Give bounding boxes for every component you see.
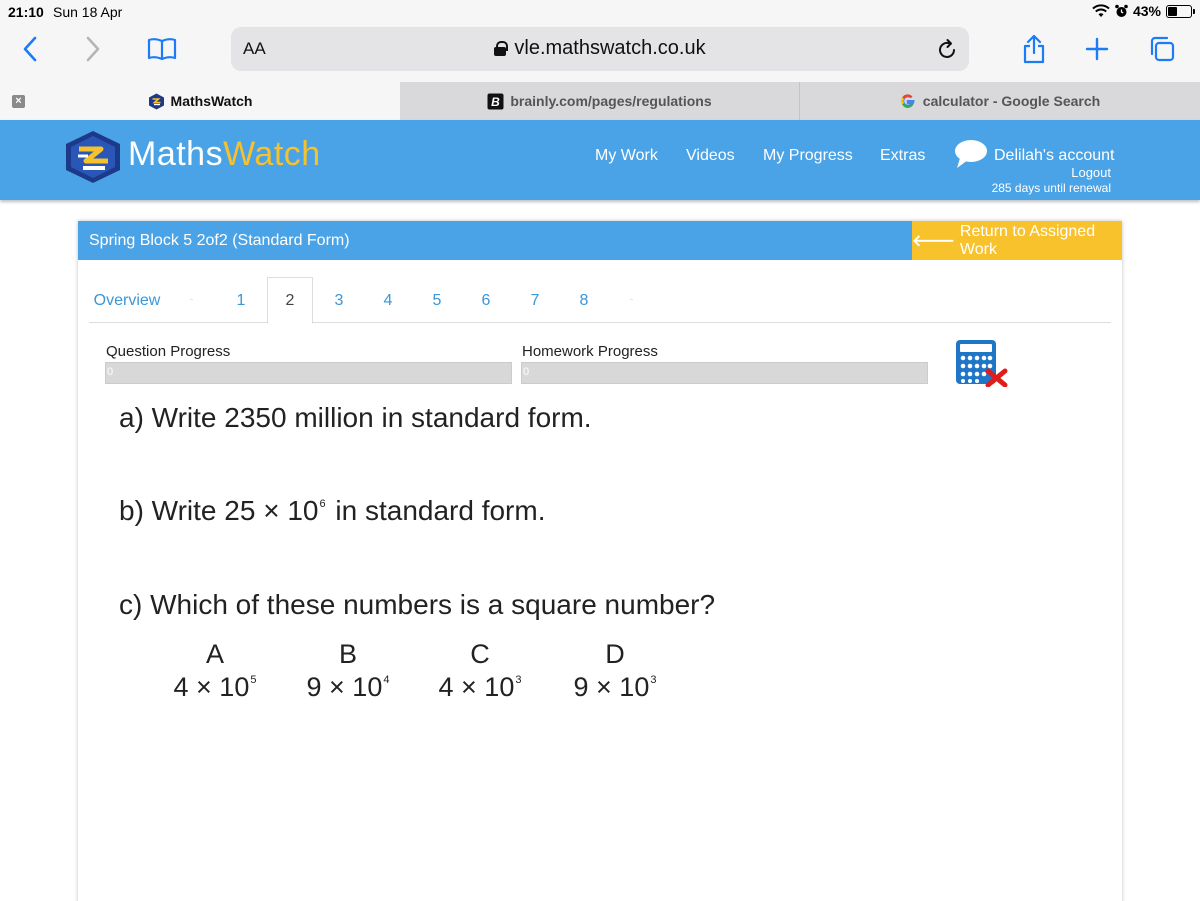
nav-my-work[interactable]: My Work [595,147,658,164]
status-indicators [1092,3,1192,19]
account-link[interactable]: Delilah's account [994,147,1115,164]
book-icon [147,37,177,61]
logo-text-maths: Maths [128,135,224,173]
nav-extras[interactable]: Extras [880,147,926,164]
homework-panel [78,221,1122,901]
brainly-favicon-icon [487,93,504,110]
status-date: Sun 18 Apr [53,4,123,20]
share-icon [1022,34,1046,64]
tab-question-1[interactable]: 1 [236,291,246,309]
tab-title: calculator - Google Search [922,93,1101,109]
logo-text[interactable] [128,135,321,174]
option-letter: D [605,639,625,669]
question-b-suffix: in standard form. [335,495,546,526]
text-size-button[interactable]: AA [243,39,266,58]
option-letter: A [205,639,224,669]
tabs-icon [1148,35,1176,63]
tab-question-8[interactable]: 8 [579,291,589,309]
return-label: Return to Assigned Work [959,222,1096,258]
forward-button[interactable] [73,31,113,67]
question-b-exponent: 6 [319,498,326,510]
tab-google[interactable] [800,82,1200,120]
tab-question-2[interactable]: 2 [267,277,313,324]
nav-my-progress[interactable]: My Progress [763,147,853,164]
option-base: 9 × 10 [306,672,383,702]
battery-icon [1166,5,1192,18]
svg-text:B: B [491,94,501,109]
option-expression [150,672,280,703]
tab-overview[interactable]: Overview [93,291,161,309]
question-a: a) Write 2350 million in standard form. [119,402,592,433]
option-b [283,639,413,703]
browser-toolbar [0,24,1200,82]
alarm-icon [1115,4,1128,18]
tab-brainly[interactable] [400,82,799,120]
tab-question-5[interactable]: 5 [432,291,442,309]
tab-question-3[interactable]: 3 [334,291,344,309]
option-expression [283,672,413,703]
question-progress-label: Question Progress [106,343,231,360]
homework-progress-label: Homework Progress [522,343,658,360]
option-expression [550,672,680,703]
chevron-left-icon [22,36,38,62]
option-a [150,639,280,703]
tab-separator [190,299,193,300]
option-c [415,639,545,703]
question-progress-bar [105,362,512,384]
reload-icon[interactable] [935,37,959,61]
panel-header [78,221,1122,260]
question-tabs [89,277,1111,323]
nav-videos[interactable]: Videos [686,147,735,164]
tab-mathswatch[interactable] [0,82,400,120]
option-d [550,639,680,703]
option-base: 4 × 10 [173,672,250,702]
logo-text-watch: Watch [223,135,321,173]
browser-tab-bar [0,82,1200,120]
option-expression [415,672,545,703]
tabs-overview-button[interactable] [1142,31,1182,67]
battery-percent: 43% [1132,3,1161,19]
question-progress-value: 0 [107,366,114,378]
option-exponent: 3 [650,674,657,686]
google-favicon-icon [900,93,917,110]
question-c: c) Which of these numbers is a square number? [119,589,716,620]
option-base: 9 × 10 [573,672,650,702]
return-to-assigned-work-button[interactable] [912,221,1122,260]
homework-progress-bar [521,362,928,384]
status-time: 21:10 [8,4,44,20]
back-button[interactable] [10,31,50,67]
mathswatch-logo-icon[interactable] [64,130,122,184]
tab-question-7[interactable]: 7 [530,291,540,309]
option-letter: C [470,639,490,669]
tab-title: MathsWatch [170,93,253,109]
question-b [119,495,546,527]
lock-icon [494,41,506,55]
bookmarks-button[interactable] [142,31,182,67]
close-tab-icon[interactable]: × [12,95,25,108]
chat-bubble-icon[interactable] [954,139,988,169]
arrow-left-icon: 🡐 [912,233,955,250]
option-exponent: 5 [250,674,257,686]
url-display[interactable] [231,37,969,60]
tab-question-4[interactable]: 4 [383,291,393,309]
logout-link[interactable]: Logout [1071,165,1111,180]
page-title: Spring Block 5 2of2 (Standard Form) [89,232,350,249]
question-b-prefix: b) Write 25 × 10 [119,495,319,526]
tab-title: brainly.com/pages/regulations [510,93,712,109]
mathswatch-favicon-icon [148,93,165,110]
tab-separator [630,299,633,300]
calculator-not-allowed-icon [955,339,1009,387]
homework-progress-value: 0 [523,366,530,378]
status-bar [0,0,1200,24]
plus-icon [1085,37,1109,61]
option-exponent: 3 [515,674,522,686]
chevron-right-icon [85,36,101,62]
tab-question-6[interactable]: 6 [481,291,491,309]
wifi-icon [1092,4,1110,18]
url-text: vle.mathswatch.co.uk [514,37,706,59]
address-bar[interactable] [231,27,969,71]
option-exponent: 4 [383,674,390,686]
option-letter: B [338,639,357,669]
site-header [0,120,1200,200]
option-base: 4 × 10 [438,672,515,702]
share-button[interactable] [1014,31,1054,67]
new-tab-button[interactable] [1077,31,1117,67]
renewal-text: 285 days until renewal [991,181,1111,195]
